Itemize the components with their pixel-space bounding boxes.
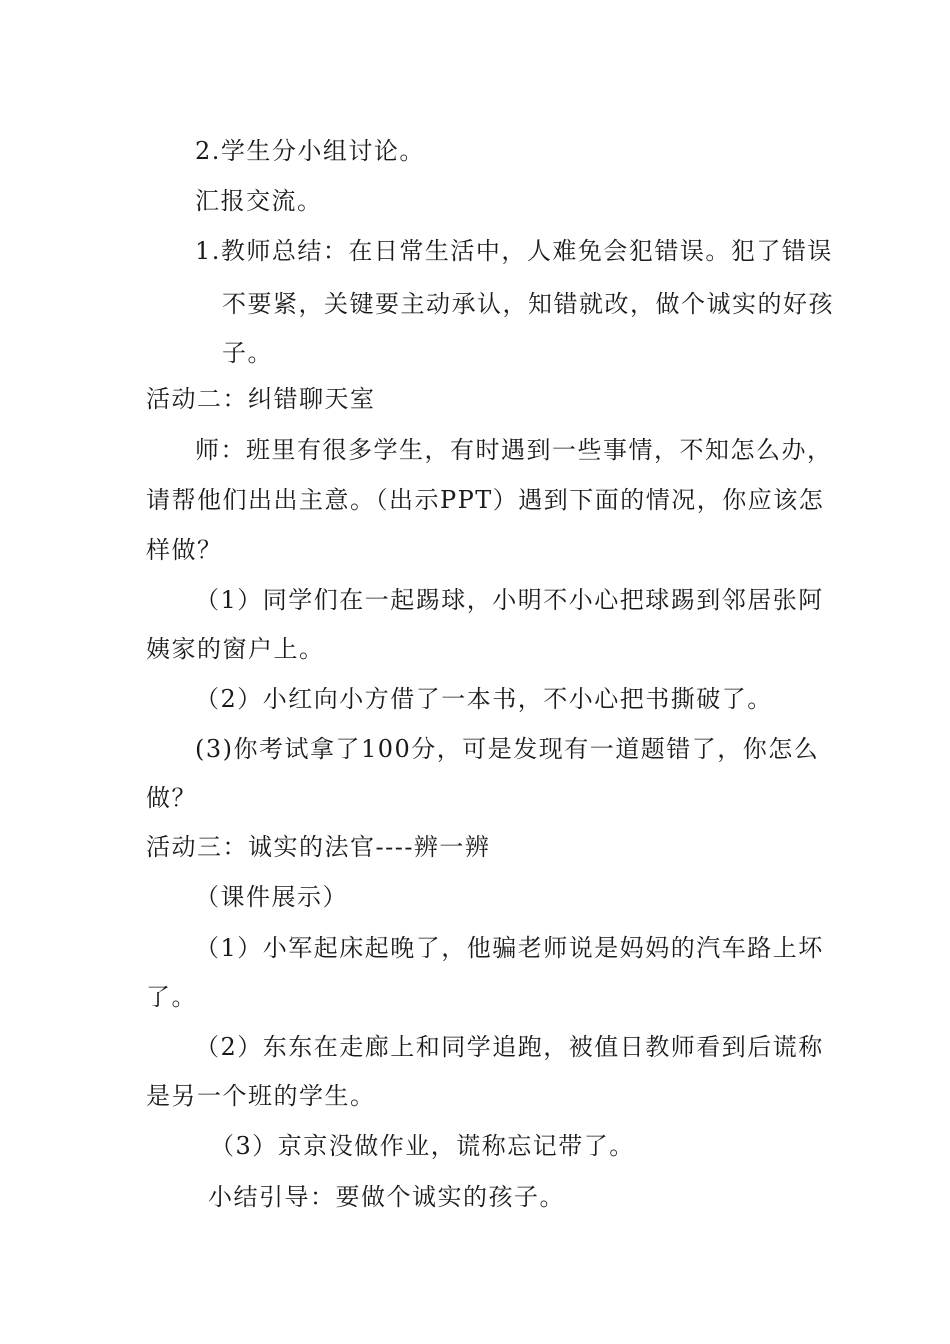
text-line-3: 1.教师总结：在日常生活中，人难免会犯错误。犯了错误: [195, 237, 833, 265]
text-line-7: 师：班里有很多学生，有时遇到一些事情，不知怎么办，: [195, 436, 833, 464]
text-line-8: 请帮他们出出主意。（出示PPT）遇到下面的情况，你应该怎: [146, 486, 825, 514]
text-line-9: 样做？: [146, 536, 223, 564]
section-heading-activity-3: 活动三：诚实的法官----辨一辨: [146, 833, 491, 861]
text-line-17: （1）小军起床起晚了，他骗老师说是妈妈的汽车路上坏: [195, 934, 824, 962]
text-line-19: （2）东东在走廊上和同学追跑，被值日教师看到后谎称: [195, 1033, 824, 1061]
text-line-20: 是另一个班的学生。: [146, 1082, 376, 1110]
text-line-11: 姨家的窗户上。: [146, 635, 325, 663]
text-line-1: 2.学生分小组讨论。: [195, 137, 425, 165]
text-line-16: （课件展示）: [195, 883, 348, 911]
text-line-2: 汇报交流。: [195, 187, 323, 215]
text-line-18: 了。: [146, 983, 197, 1011]
text-line-13: (3)你考试拿了100分，可是发现有一道题错了，你怎么: [195, 735, 820, 763]
text-line-14: 做？: [146, 784, 197, 812]
text-line-22: 小结引导：要做个诚实的孩子。: [208, 1183, 565, 1211]
text-line-5: 子。: [222, 339, 273, 367]
text-line-4: 不要紧，关键要主动承认，知错就改，做个诚实的好孩: [222, 290, 834, 318]
text-line-10: （1）同学们在一起踢球，小明不小心把球踢到邻居张阿: [195, 586, 824, 614]
text-line-21: （3）京京没做作业，谎称忘记带了。: [210, 1132, 635, 1160]
section-heading-activity-2: 活动二：纠错聊天室: [146, 385, 376, 413]
text-line-12: （2）小红向小方借了一本书，不小心把书撕破了。: [195, 685, 773, 713]
